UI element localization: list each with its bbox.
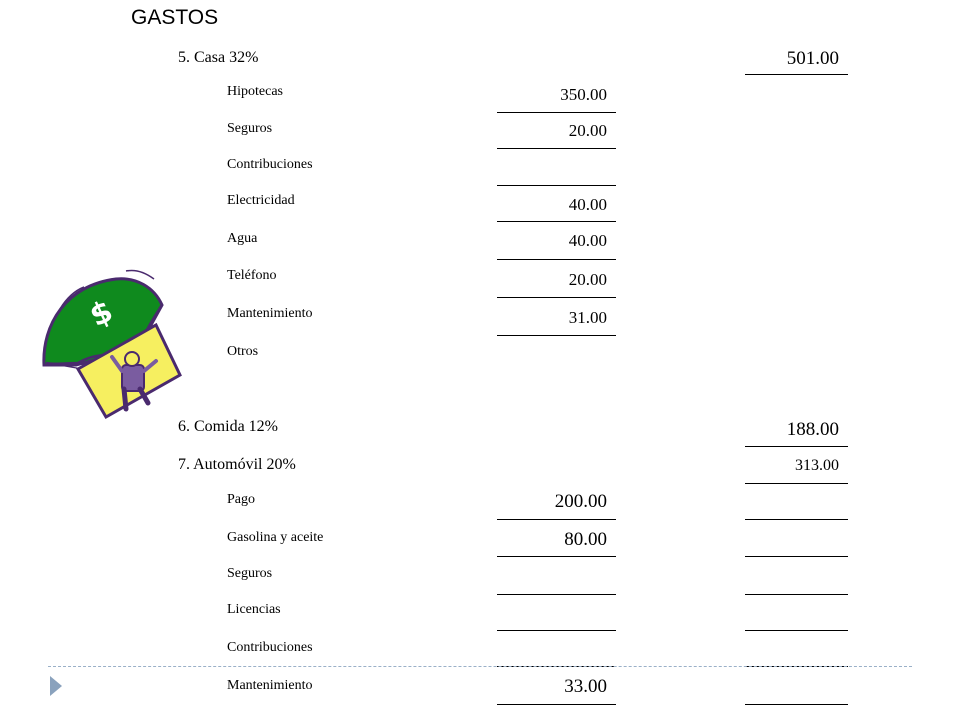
auto-line-pago <box>497 519 616 520</box>
casa-item-otros: Otros <box>227 344 259 359</box>
auto-value-pago: 200.00 <box>554 491 607 512</box>
casa-line-electricidad <box>497 221 616 222</box>
auto-line-gasolina <box>497 556 616 557</box>
casa-total-line <box>745 74 848 75</box>
auto-item-mantenimiento: Mantenimiento <box>227 678 313 693</box>
auto-item-seguros: Seguros <box>227 566 273 581</box>
casa-item-hipotecas: Hipotecas <box>227 84 283 99</box>
casa-item-mantenimiento: Mantenimiento <box>227 306 313 321</box>
casa-line-contribuciones <box>497 185 616 186</box>
auto-item-contribuciones: Contribuciones <box>227 640 313 655</box>
auto-value-gasolina: 80.00 <box>564 529 607 550</box>
casa-item-telefono: Teléfono <box>227 268 277 283</box>
auto-line2-pago <box>745 519 848 520</box>
casa-line-agua <box>497 259 616 260</box>
casa-value-agua: 40.00 <box>568 231 607 250</box>
casa-item-contribuciones: Contribuciones <box>227 157 313 172</box>
casa-value-seguros: 20.00 <box>568 121 607 140</box>
auto-item-gasolina: Gasolina y aceite <box>227 530 324 545</box>
casa-value-mantenimiento: 31.00 <box>568 308 607 327</box>
automovil-total-line <box>745 483 848 484</box>
triangle-bullet-icon <box>49 675 63 697</box>
section-automovil-label: 7. Automóvil 20% <box>178 456 296 473</box>
casa-item-electricidad: Electricidad <box>227 193 295 208</box>
auto-line2-licencias <box>745 630 848 631</box>
casa-item-agua: Agua <box>227 231 258 246</box>
auto-line2-mantenimiento <box>745 704 848 705</box>
casa-line-seguros <box>497 148 616 149</box>
casa-item-seguros: Seguros <box>227 121 273 136</box>
section-comida-label: 6. Comida 12% <box>178 418 278 435</box>
auto-item-licencias: Licencias <box>227 602 281 617</box>
casa-value-telefono: 20.00 <box>568 270 607 289</box>
casa-value-electricidad: 40.00 <box>568 195 607 214</box>
auto-line-mantenimiento <box>497 704 616 705</box>
auto-value-mantenimiento: 33.00 <box>564 676 607 697</box>
auto-line2-seguros <box>745 594 848 595</box>
section-casa-label: 5. Casa 32% <box>178 49 259 66</box>
casa-value-hipotecas: 350.00 <box>560 85 607 104</box>
page-title: GASTOS <box>131 6 219 29</box>
svg-text:$: $ <box>84 293 119 335</box>
money-parachute-icon <box>36 265 186 425</box>
auto-line-licencias <box>497 630 616 631</box>
casa-line-telefono <box>497 297 616 298</box>
auto-line-seguros <box>497 594 616 595</box>
casa-line-mantenimiento <box>497 335 616 336</box>
section-automovil-total: 313.00 <box>795 457 839 474</box>
section-comida-total: 188.00 <box>786 419 839 440</box>
comida-total-line <box>745 446 848 447</box>
auto-line2-gasolina <box>745 556 848 557</box>
auto-item-pago: Pago <box>227 492 255 507</box>
casa-line-hipotecas <box>497 112 616 113</box>
section-casa-total: 501.00 <box>786 48 839 69</box>
footer-divider <box>48 666 912 667</box>
